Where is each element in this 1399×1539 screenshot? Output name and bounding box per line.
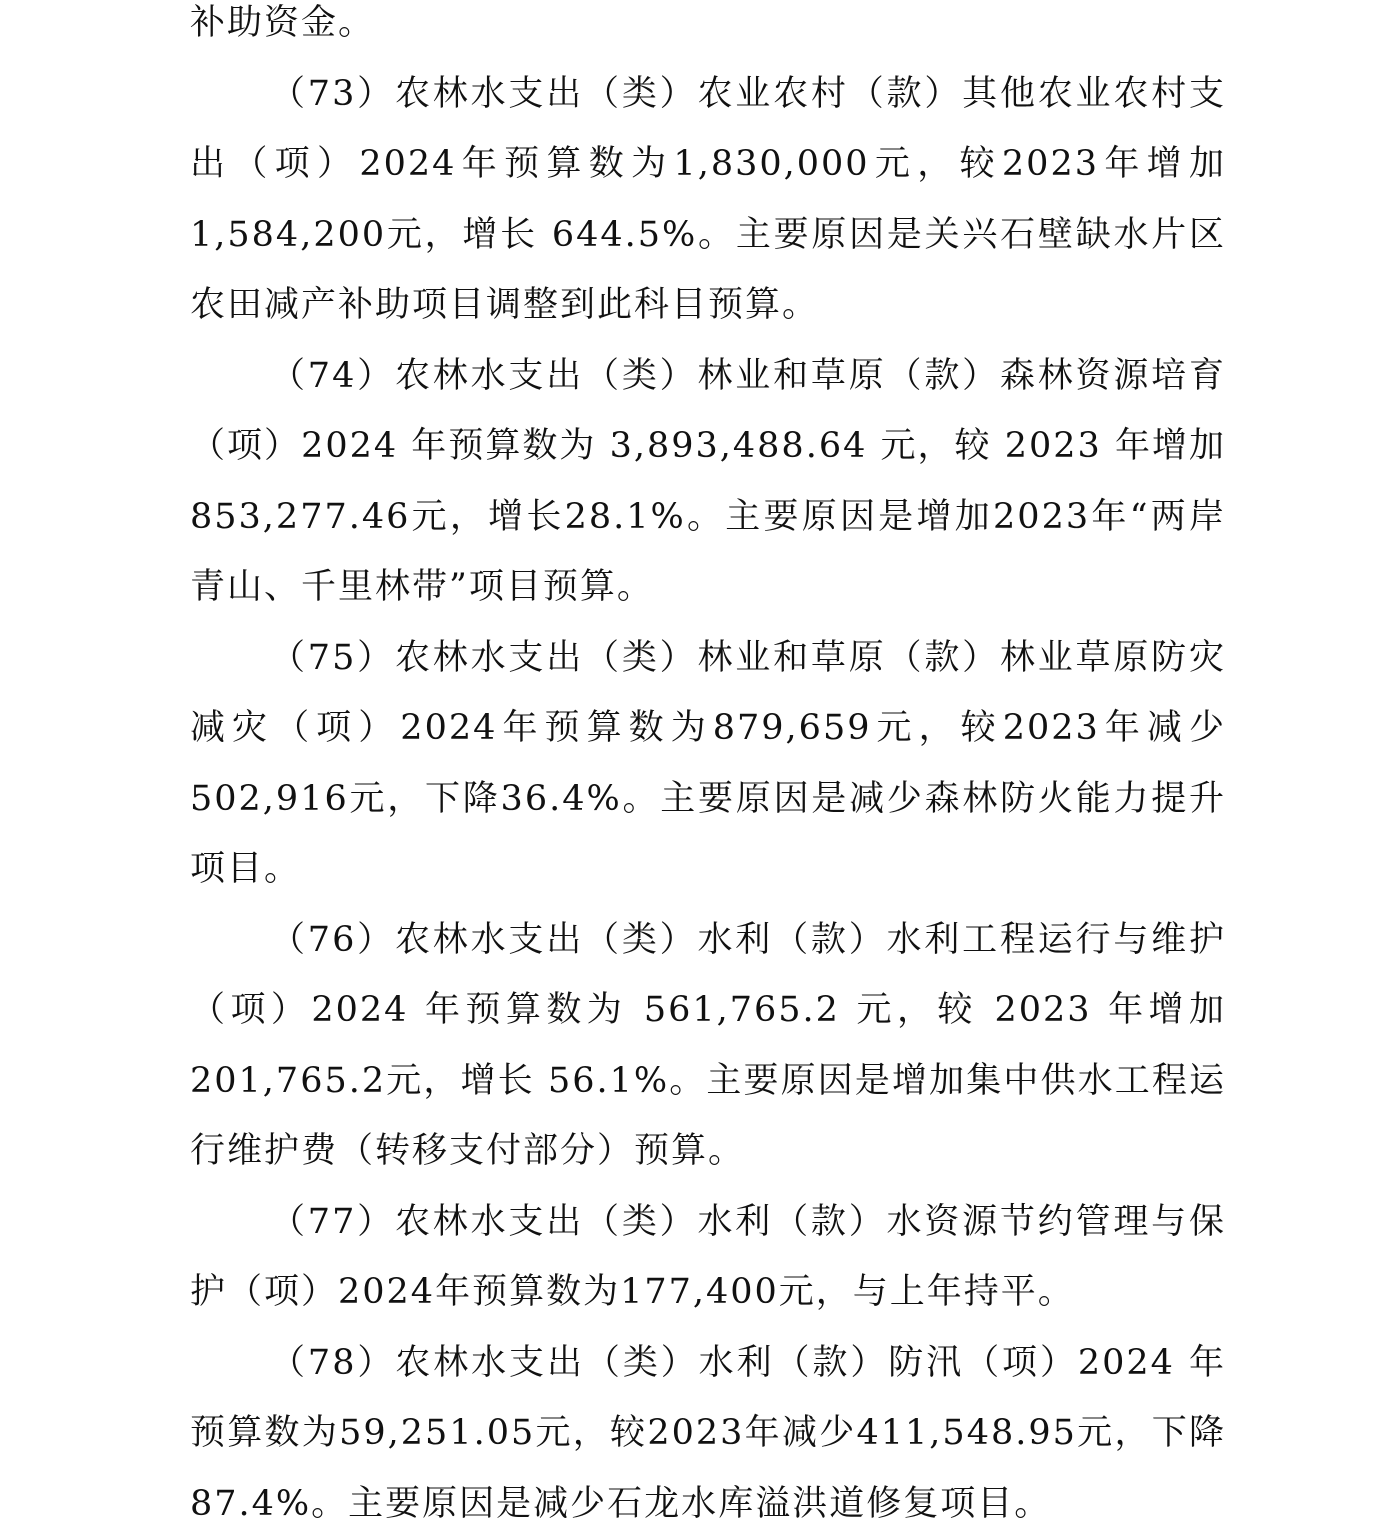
paragraph-item-77: （77）农林水支出（类）水利（款）水资源节约管理与保护（项）2024年预算数为177,400元，与上年持平。: [190, 1187, 1226, 1328]
paragraph-item-73: （73）农林水支出（类）农业农村（款）其他农业农村支出（项）2024年预算数为1,830,000元，较2023年增加1,584,200元，增长 644.5%。主要原因是关兴石壁缺水片区农田减产补助项目调整到此科目预算。: [190, 59, 1226, 341]
paragraph-item-76: （76）农林水支出（类）水利（款）水利工程运行与维护（项）2024 年预算数为 561,765.2 元，较 2023 年增加 201,765.2元，增长 56.1%。主要原因是增加集中供水工程运行维护费（转移支付部分）预算。: [190, 905, 1226, 1187]
paragraph-item-74: （74）农林水支出（类）林业和草原（款）森林资源培育（项）2024 年预算数为 3,893,488.64 元，较 2023 年增加853,277.46元，增长28.1%。主要原因是增加2023年“两岸青山、千里林带”项目预算。: [190, 341, 1226, 623]
paragraph-item-78: （78）农林水支出（类）水利（款）防汛（项）2024 年预算数为59,251.05元，较2023年减少411,548.95元，下降87.4%。主要原因是减少石龙水库溢洪道修复项目。: [190, 1328, 1226, 1539]
paragraph-continuation: 补助资金。: [190, 0, 1226, 59]
document-page: [190, 0, 1226, 1539]
paragraph-item-75: （75）农林水支出（类）林业和草原（款）林业草原防灾减灾（项）2024年预算数为879,659元，较2023年减少502,916元，下降36.4%。主要原因是减少森林防火能力提升项目。: [190, 623, 1226, 905]
